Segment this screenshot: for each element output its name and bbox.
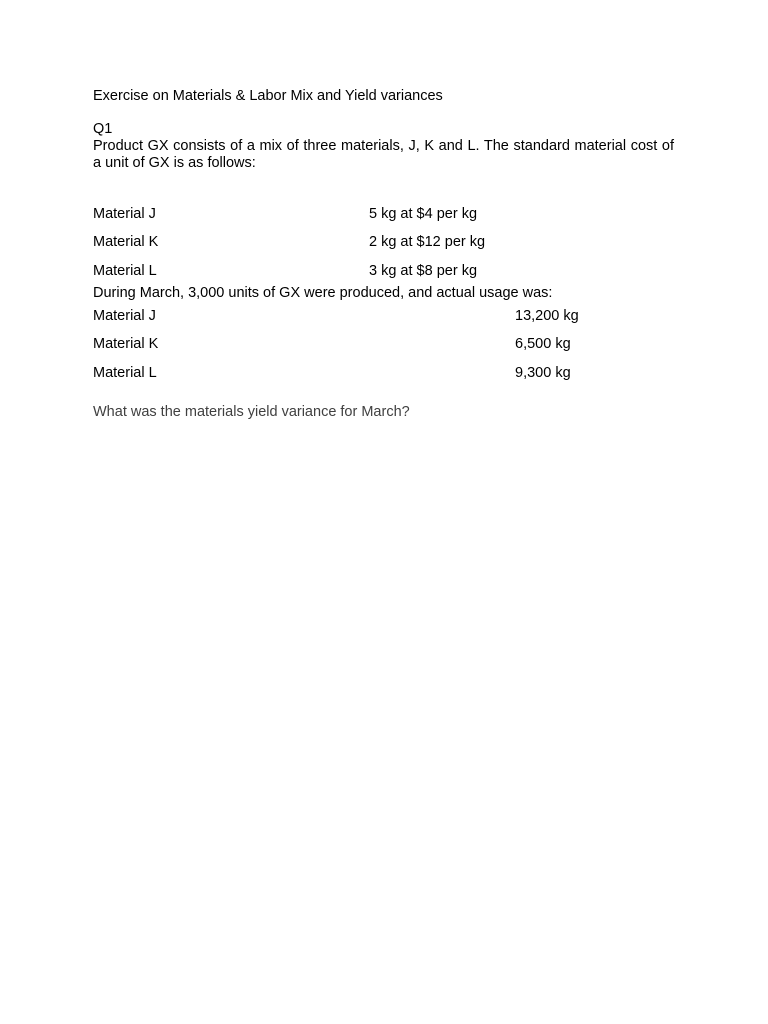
- question-number: Q1: [93, 121, 113, 137]
- material-label: Material J: [93, 308, 156, 324]
- material-spec: 2 kg at $12 per kg: [369, 234, 486, 250]
- material-spec: 5 kg at $4 per kg: [369, 206, 478, 222]
- material-label: Material J: [93, 206, 156, 222]
- material-label: Material K: [93, 336, 159, 352]
- question-text: What was the materials yield variance for March?: [93, 404, 410, 420]
- intro-paragraph: Product GX consists of a mix of three materials, J, K and L. The standard material cost of a unit of GX is as follows:: [93, 138, 674, 171]
- document-title: Exercise on Materials & Labor Mix and Yield variances: [93, 88, 443, 104]
- material-label: Material L: [93, 365, 157, 381]
- material-label: Material K: [93, 234, 159, 250]
- material-label: Material L: [93, 263, 157, 279]
- material-quantity: 13,200 kg: [515, 308, 579, 324]
- material-quantity: 9,300 kg: [515, 365, 571, 381]
- material-quantity: 6,500 kg: [515, 336, 571, 352]
- material-spec: 3 kg at $8 per kg: [369, 263, 478, 279]
- usage-intro: During March, 3,000 units of GX were produced, and actual usage was:: [93, 285, 553, 301]
